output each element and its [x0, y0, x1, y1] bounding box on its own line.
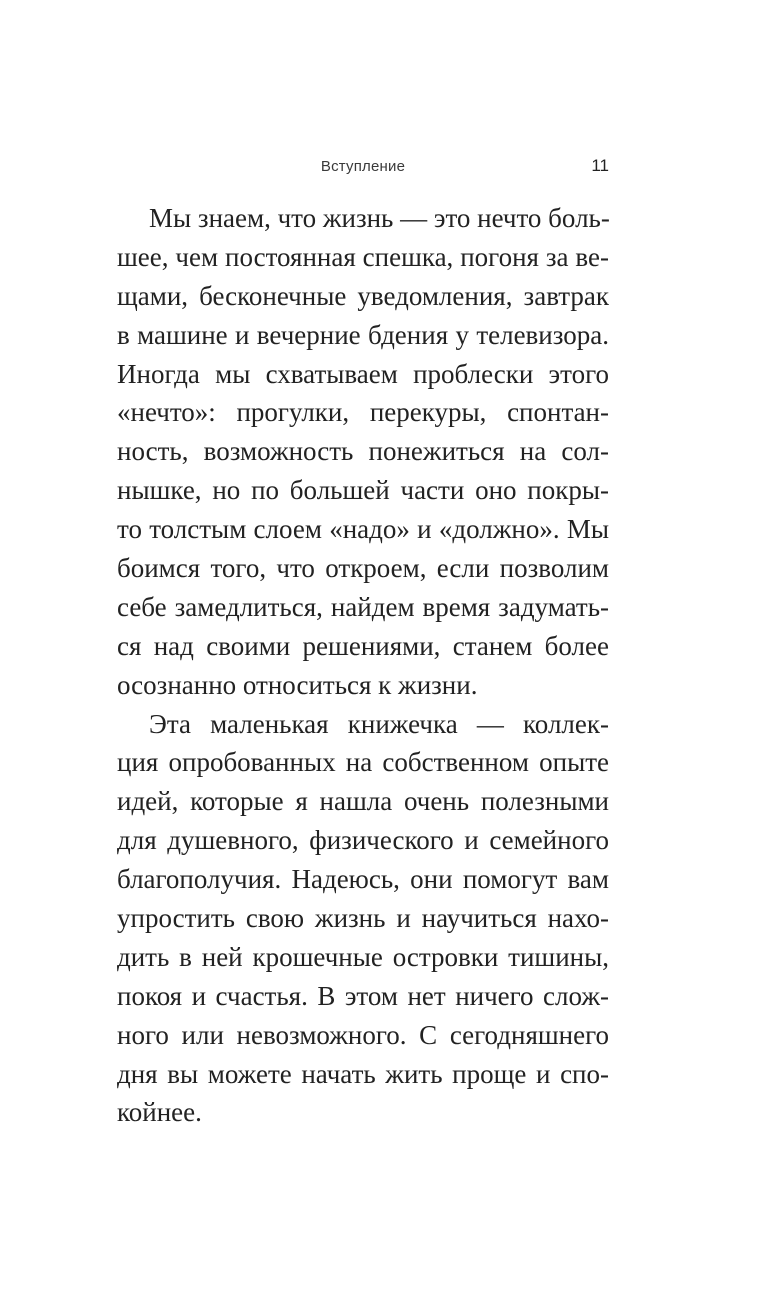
text-line: ного или невозможного. С сегодняшнего [117, 1019, 609, 1050]
text-line: щами, бесконечные уведомления, завтрак [117, 280, 609, 311]
body-text [117, 199, 609, 1132]
text-line: себе замедлиться, найдем время задумать- [117, 591, 609, 622]
paragraph-1 [117, 199, 609, 705]
text-line: идей, которые я нашла очень полезными [117, 786, 609, 817]
text-line: дить в ней крошечные островки тишины, [117, 941, 609, 972]
text-line: боимся того, что откроем, если позволим [117, 553, 609, 584]
text-line: покоя и счастья. В этом нет ничего слож- [117, 980, 609, 1011]
text-line: ция опробованных на собственном опыте [117, 747, 609, 778]
page-number: 11 [591, 156, 609, 175]
text-line: ся над своими решениями, станем более [117, 630, 609, 661]
text-line: «нечто»: прогулки, перекуры, спонтан- [117, 397, 609, 428]
text-line: Эта маленькая книжечка — коллек- [149, 708, 609, 739]
section-title: Вступление [320, 158, 406, 175]
text-line: койнее. [117, 1097, 202, 1128]
text-line: то толстым слоем «надо» и «должно». Мы [117, 514, 609, 545]
text-line: дня вы можете начать жить проще и спо- [117, 1058, 609, 1089]
text-line: шее, чем постоянная спешка, погоня за ве- [117, 241, 609, 272]
paragraph-2 [117, 705, 609, 1133]
running-head [117, 156, 609, 180]
text-line: Иногда мы схватываем проблески этого [117, 358, 609, 389]
text-line: для душевного, физического и семейного [117, 825, 609, 856]
text-line: нышке, но по большей части оно покры- [117, 475, 609, 506]
text-line: в машине и вечерние бдения у телевизора. [117, 319, 609, 350]
text-line: упростить свою жизнь и научиться нахо- [117, 903, 609, 934]
text-line: благополучия. Надеюсь, они помогут вам [117, 864, 609, 895]
text-line: ность, возможность понежиться на сол- [117, 436, 609, 467]
text-line: осознанно относиться к жизни. [117, 669, 478, 700]
text-line: Мы знаем, что жизнь — это нечто боль- [149, 203, 610, 233]
